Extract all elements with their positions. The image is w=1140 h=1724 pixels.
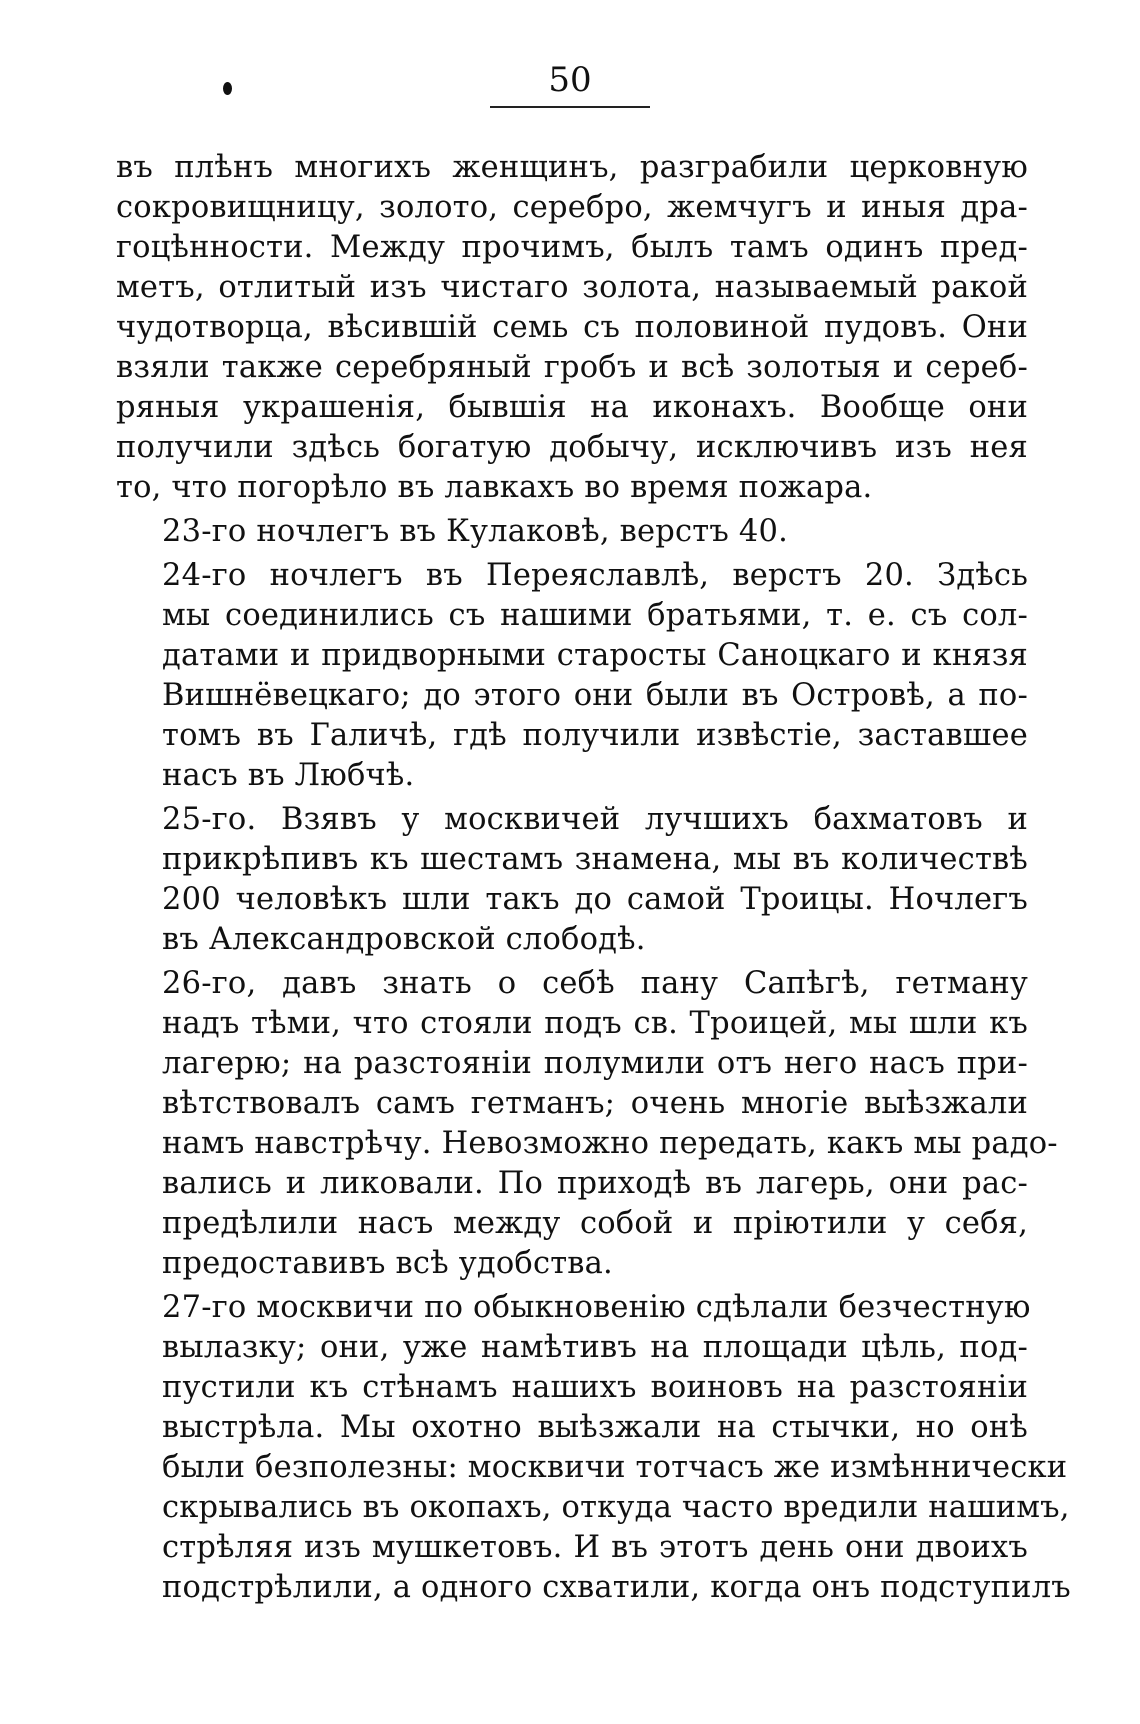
text-line: 200 человѣкъ шли такъ до самой Троицы. Ночлегъ [162, 882, 1028, 917]
text-line: томъ въ Галичѣ, гдѣ получили извѣстіе, заставшее [162, 718, 1028, 753]
text-line: сокровищницу, золото, серебро, жемчугъ и иныя дра- [116, 190, 1028, 225]
text-line: предѣлили насъ между собой и пріютили у себя, [162, 1206, 1028, 1241]
text-line: стрѣляя изъ мушкетовъ. И въ этотъ день они двоихъ [162, 1530, 1028, 1565]
paragraph [116, 148, 1028, 508]
text-line: прикрѣпивъ къ шестамъ знамена, мы въ количествѣ [162, 842, 1028, 877]
text-line: 23-го ночлегъ въ Кулаковѣ, верстъ 40. [162, 514, 788, 549]
page-number: 50 [548, 60, 592, 100]
text-line: предоставивъ всѣ удобства. [162, 1246, 613, 1281]
text-line: подстрѣлили, а одного схватили, когда онъ подступилъ [162, 1570, 1071, 1605]
text-line: скрывались въ окопахъ, откуда часто вредили нашимъ, [162, 1490, 1070, 1525]
text-line: въ Александровской слободѣ. [162, 922, 646, 957]
text-line: вѣтствовалъ самъ гетманъ; очень многіе выѣзжали [162, 1086, 1028, 1121]
text-line: въ плѣнъ многихъ женщинъ, разграбили церковную [116, 150, 1028, 185]
page-header [0, 58, 1140, 118]
paragraph [116, 1288, 1071, 1608]
text-line: ряныя украшенія, бывшія на иконахъ. Вообще они [116, 390, 1028, 425]
text-line: получили здѣсь богатую добычу, исключивъ изъ нея [116, 430, 1028, 465]
text-line: вылазку; они, уже намѣтивъ на площади цѣль, под- [162, 1330, 1028, 1365]
header-rule [490, 106, 650, 108]
text-line: Вишнёвецкаго; до этого они были въ Островѣ, а по- [162, 678, 1028, 713]
text-line: метъ, отлитый изъ чистаго золота, называемый ракой [116, 270, 1028, 305]
paragraph [116, 556, 1028, 796]
text-line: 24-го ночлегъ въ Переяславлѣ, верстъ 20. Здѣсь [162, 558, 1028, 593]
text-line: гоцѣнности. Между прочимъ, былъ тамъ одинъ пред- [116, 230, 1028, 265]
text-line: насъ въ Любчѣ. [162, 758, 415, 793]
text-line: пустили къ стѣнамъ нашихъ воиновъ на разстояніи [162, 1370, 1028, 1405]
text-line: выстрѣла. Мы охотно выѣзжали на стычки, но онѣ [162, 1410, 1028, 1445]
text-line: вались и ликовали. По приходѣ въ лагерь, они рас- [162, 1166, 1028, 1201]
text-line: надъ тѣми, что стояли подъ св. Троицей, мы шли къ [162, 1006, 1028, 1041]
text-line: лагерю; на разстояніи полумили отъ него насъ при- [162, 1046, 1028, 1081]
body-text [116, 148, 1071, 1612]
text-line: то, что погорѣло въ лавкахъ во время пожара. [116, 470, 873, 505]
text-line: 27-го москвичи по обыкновенію сдѣлали безчестную [162, 1290, 1031, 1325]
paragraph [116, 512, 1028, 552]
paragraph [116, 964, 1058, 1284]
text-line: были безполезны: москвичи тотчасъ же измѣннически [162, 1450, 1068, 1485]
ink-dot [223, 82, 232, 95]
paragraph [116, 800, 1028, 960]
text-line: датами и придворными старосты Саноцкаго и князя [162, 638, 1028, 673]
text-line: взяли также серебряный гробъ и всѣ золотыя и сереб- [116, 350, 1028, 385]
text-line: 26-го, давъ знать о себѣ пану Сапѣгѣ, гетману [162, 966, 1028, 1001]
text-line: мы соединились съ нашими братьями, т. е. съ сол- [162, 598, 1028, 633]
text-line: намъ навстрѣчу. Невозможно передать, какъ мы радо- [162, 1126, 1058, 1161]
text-line: 25-го. Взявъ у москвичей лучшихъ бахматовъ и [162, 802, 1028, 837]
text-line: чудотворца, вѣсившій семь съ половиной пудовъ. Они [116, 310, 1028, 345]
